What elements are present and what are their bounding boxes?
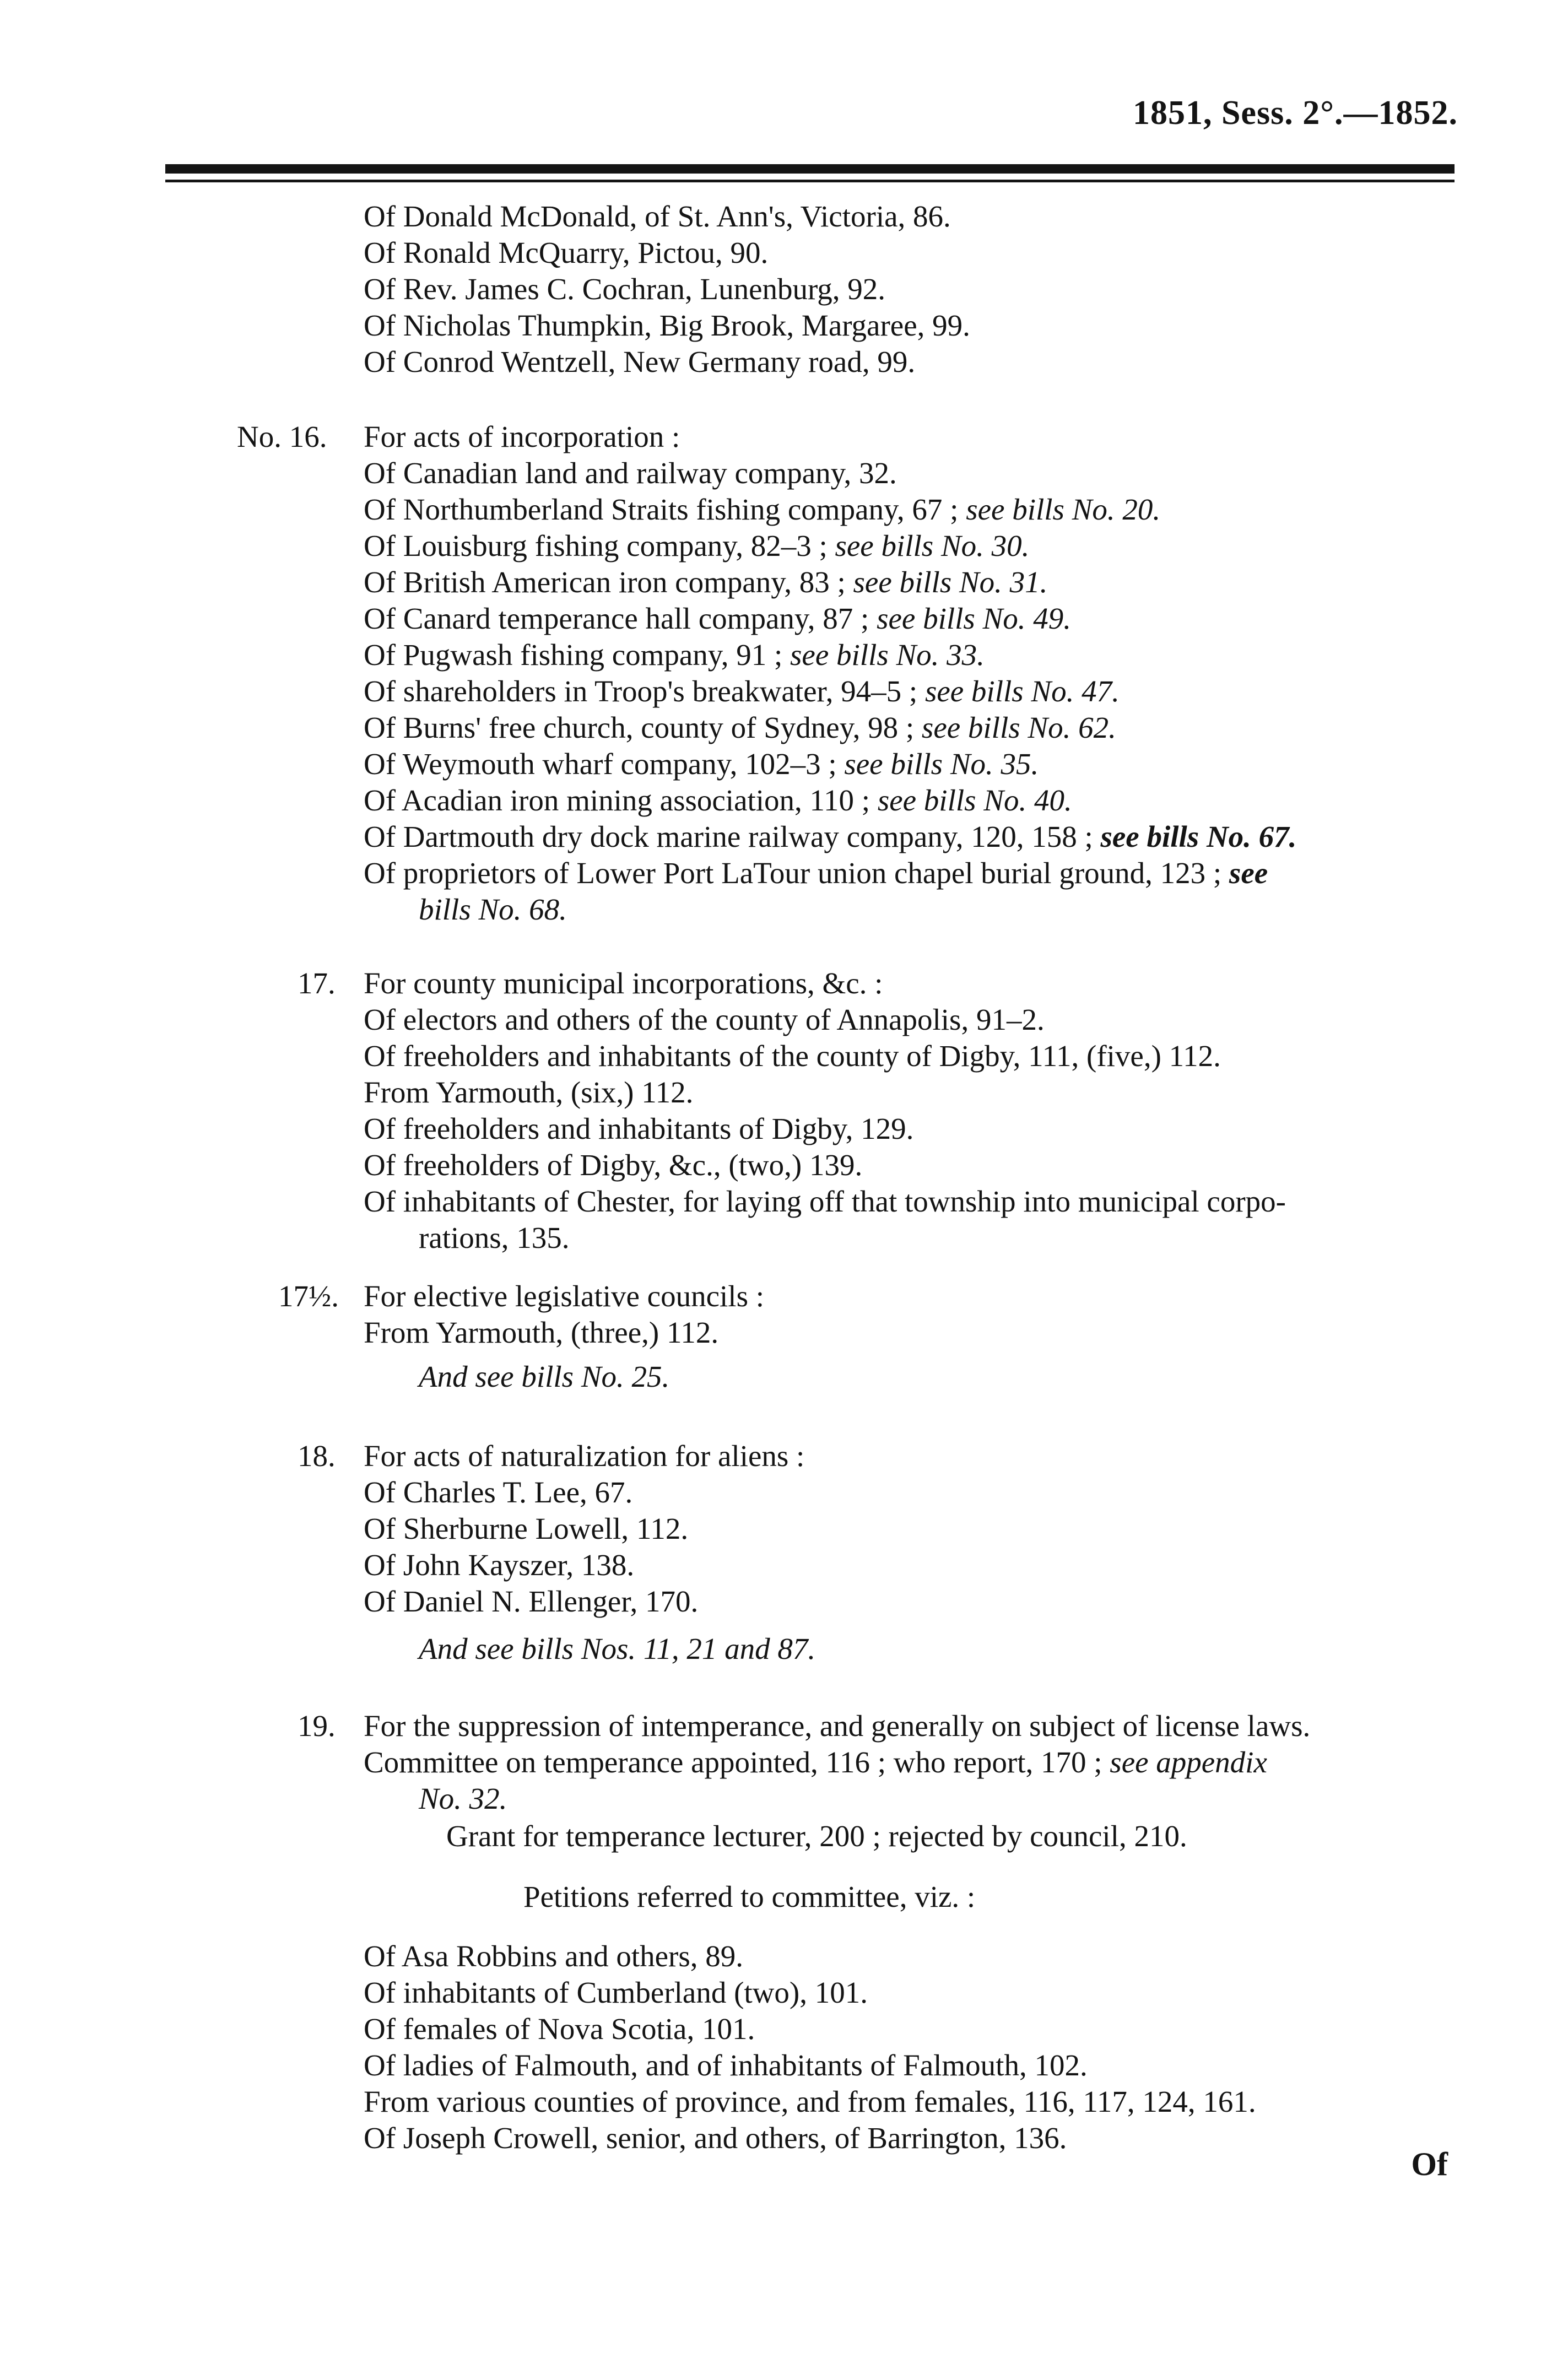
entry-line: Of Acadian iron mining association, 110 ; see bills No. 40. (364, 783, 1072, 817)
subsection-heading: Petitions referred to committee, viz. : (523, 1880, 976, 1913)
section-heading: For elective legislative councils : (364, 1279, 765, 1313)
entry-line: Of ladies of Falmouth, and of inhabitants of Falmouth, 102. (364, 2048, 1088, 2082)
section-number: 19. (298, 1709, 336, 1743)
section-number: 17½. (278, 1279, 339, 1313)
see-reference: see bills No. 35. (844, 747, 1039, 781)
entry-line: Of freeholders of Digby, &c., (two,) 139. (364, 1148, 863, 1182)
entry-line: Of proprietors of Lower Port LaTour union chapel burial ground, 123 ; see (364, 856, 1268, 890)
section-number: 18. (298, 1439, 336, 1473)
entry-line: Committee on temperance appointed, 116 ; who report, 170 ; see appendix (364, 1745, 1267, 1779)
entry-line: Of Northumberland Straits fishing company, 67 ; see bills No. 20. (364, 493, 1161, 526)
see-reference: see (1229, 856, 1268, 890)
see-also: And see bills No. 25. (419, 1360, 670, 1393)
entry-line: Of females of Nova Scotia, 101. (364, 2012, 755, 2046)
see-reference: see bills No. 33. (790, 638, 985, 672)
entry-line: Of inhabitants of Cumberland (two), 101. (364, 1976, 868, 2009)
section-number: 17. (298, 966, 336, 1000)
entry-line: Of Rev. James C. Cochran, Lunenburg, 92. (364, 272, 886, 306)
entry-line: Of Burns' free church, county of Sydney, 98 ; see bills No. 62. (364, 711, 1116, 744)
entry-line: Of Nicholas Thumpkin, Big Brook, Margaree, 99. (364, 309, 970, 342)
entry-line: From Yarmouth, (six,) 112. (364, 1075, 694, 1109)
entry-line: Of freeholders and inhabitants of Digby, 129. (364, 1112, 914, 1145)
see-reference: see bills No. 40. (877, 783, 1072, 817)
section-heading: For acts of naturalization for aliens : (364, 1439, 805, 1473)
entry-line: Of shareholders in Troop's breakwater, 94–5 ; see bills No. 47. (364, 674, 1120, 708)
entry-line: Of Asa Robbins and others, 89. (364, 1939, 743, 1973)
see-reference: see bills No. 20. (966, 493, 1161, 526)
entry-line: Of electors and others of the county of Annapolis, 91–2. (364, 1003, 1045, 1036)
section-heading: For the suppression of intemperance, and generally on subject of license laws. (364, 1709, 1311, 1743)
section-heading: For acts of incorporation : (364, 420, 680, 453)
entry-line: Of John Kayszer, 138. (364, 1548, 635, 1582)
see-reference: see bills No. 49. (877, 602, 1072, 635)
entry-line: Of Ronald McQuarry, Pictou, 90. (364, 236, 769, 269)
section-heading: For county municipal incorporations, &c. : (364, 966, 883, 1000)
header-rule-thin (165, 180, 1455, 182)
entry-line: Grant for temperance lecturer, 200 ; rejected by council, 210. (446, 1819, 1187, 1853)
entry-continuation: No. 32. (419, 1782, 507, 1815)
see-reference: see bills No. 30. (835, 529, 1030, 563)
entry-line: Of Charles T. Lee, 67. (364, 1475, 633, 1509)
entry-line: Of Joseph Crowell, senior, and others, of Barrington, 136. (364, 2121, 1067, 2155)
see-reference: see bills No. 47. (924, 674, 1120, 708)
entry-line: Of Canard temperance hall company, 87 ; see bills No. 49. (364, 602, 1072, 635)
see-reference: see bills No. 62. (921, 711, 1116, 744)
entry-line: Of freeholders and inhabitants of the county of Digby, 111, (five,) 112. (364, 1039, 1221, 1073)
see-reference: see appendix (1110, 1745, 1267, 1779)
entry-line: Of Conrod Wentzell, New Germany road, 99. (364, 345, 916, 378)
entry-continuation: rations, 135. (419, 1221, 570, 1254)
entry-line: Of Donald McDonald, of St. Ann's, Victoria, 86. (364, 199, 951, 233)
entry-line: Of Weymouth wharf company, 102–3 ; see bills No. 35. (364, 747, 1039, 781)
entry-line: Of Louisburg fishing company, 82–3 ; see bills No. 30. (364, 529, 1030, 563)
catchword: Of (1411, 2146, 1448, 2182)
entry-line: Of Sherburne Lowell, 112. (364, 1512, 689, 1545)
header-rule-thick (165, 164, 1455, 174)
entry-line: Of Pugwash fishing company, 91 ; see bills No. 33. (364, 638, 985, 672)
entry-line: From various counties of province, and from females, 116, 117, 124, 161. (364, 2085, 1256, 2118)
entry-line: Of Dartmouth dry dock marine railway company, 120, 158 ; see bills No. 67. (364, 820, 1297, 853)
entry-line: From Yarmouth, (three,) 112. (364, 1316, 719, 1349)
section-number: No. 16. (237, 420, 327, 453)
entry-line: Of Daniel N. Ellenger, 170. (364, 1584, 699, 1618)
see-reference: see bills No. 31. (853, 565, 1048, 599)
entry-line: Of Canadian land and railway company, 32. (364, 456, 897, 490)
entry-continuation: bills No. 68. (419, 893, 567, 926)
running-head: 1851, Sess. 2°.—1852. (1132, 94, 1458, 132)
see-reference: see bills No. 67. (1100, 820, 1297, 853)
see-also: And see bills Nos. 11, 21 and 87. (419, 1632, 816, 1665)
entry-line: Of British American iron company, 83 ; see bills No. 31. (364, 565, 1048, 599)
entry-line: Of inhabitants of Chester, for laying off that township into municipal corpo- (364, 1185, 1286, 1218)
